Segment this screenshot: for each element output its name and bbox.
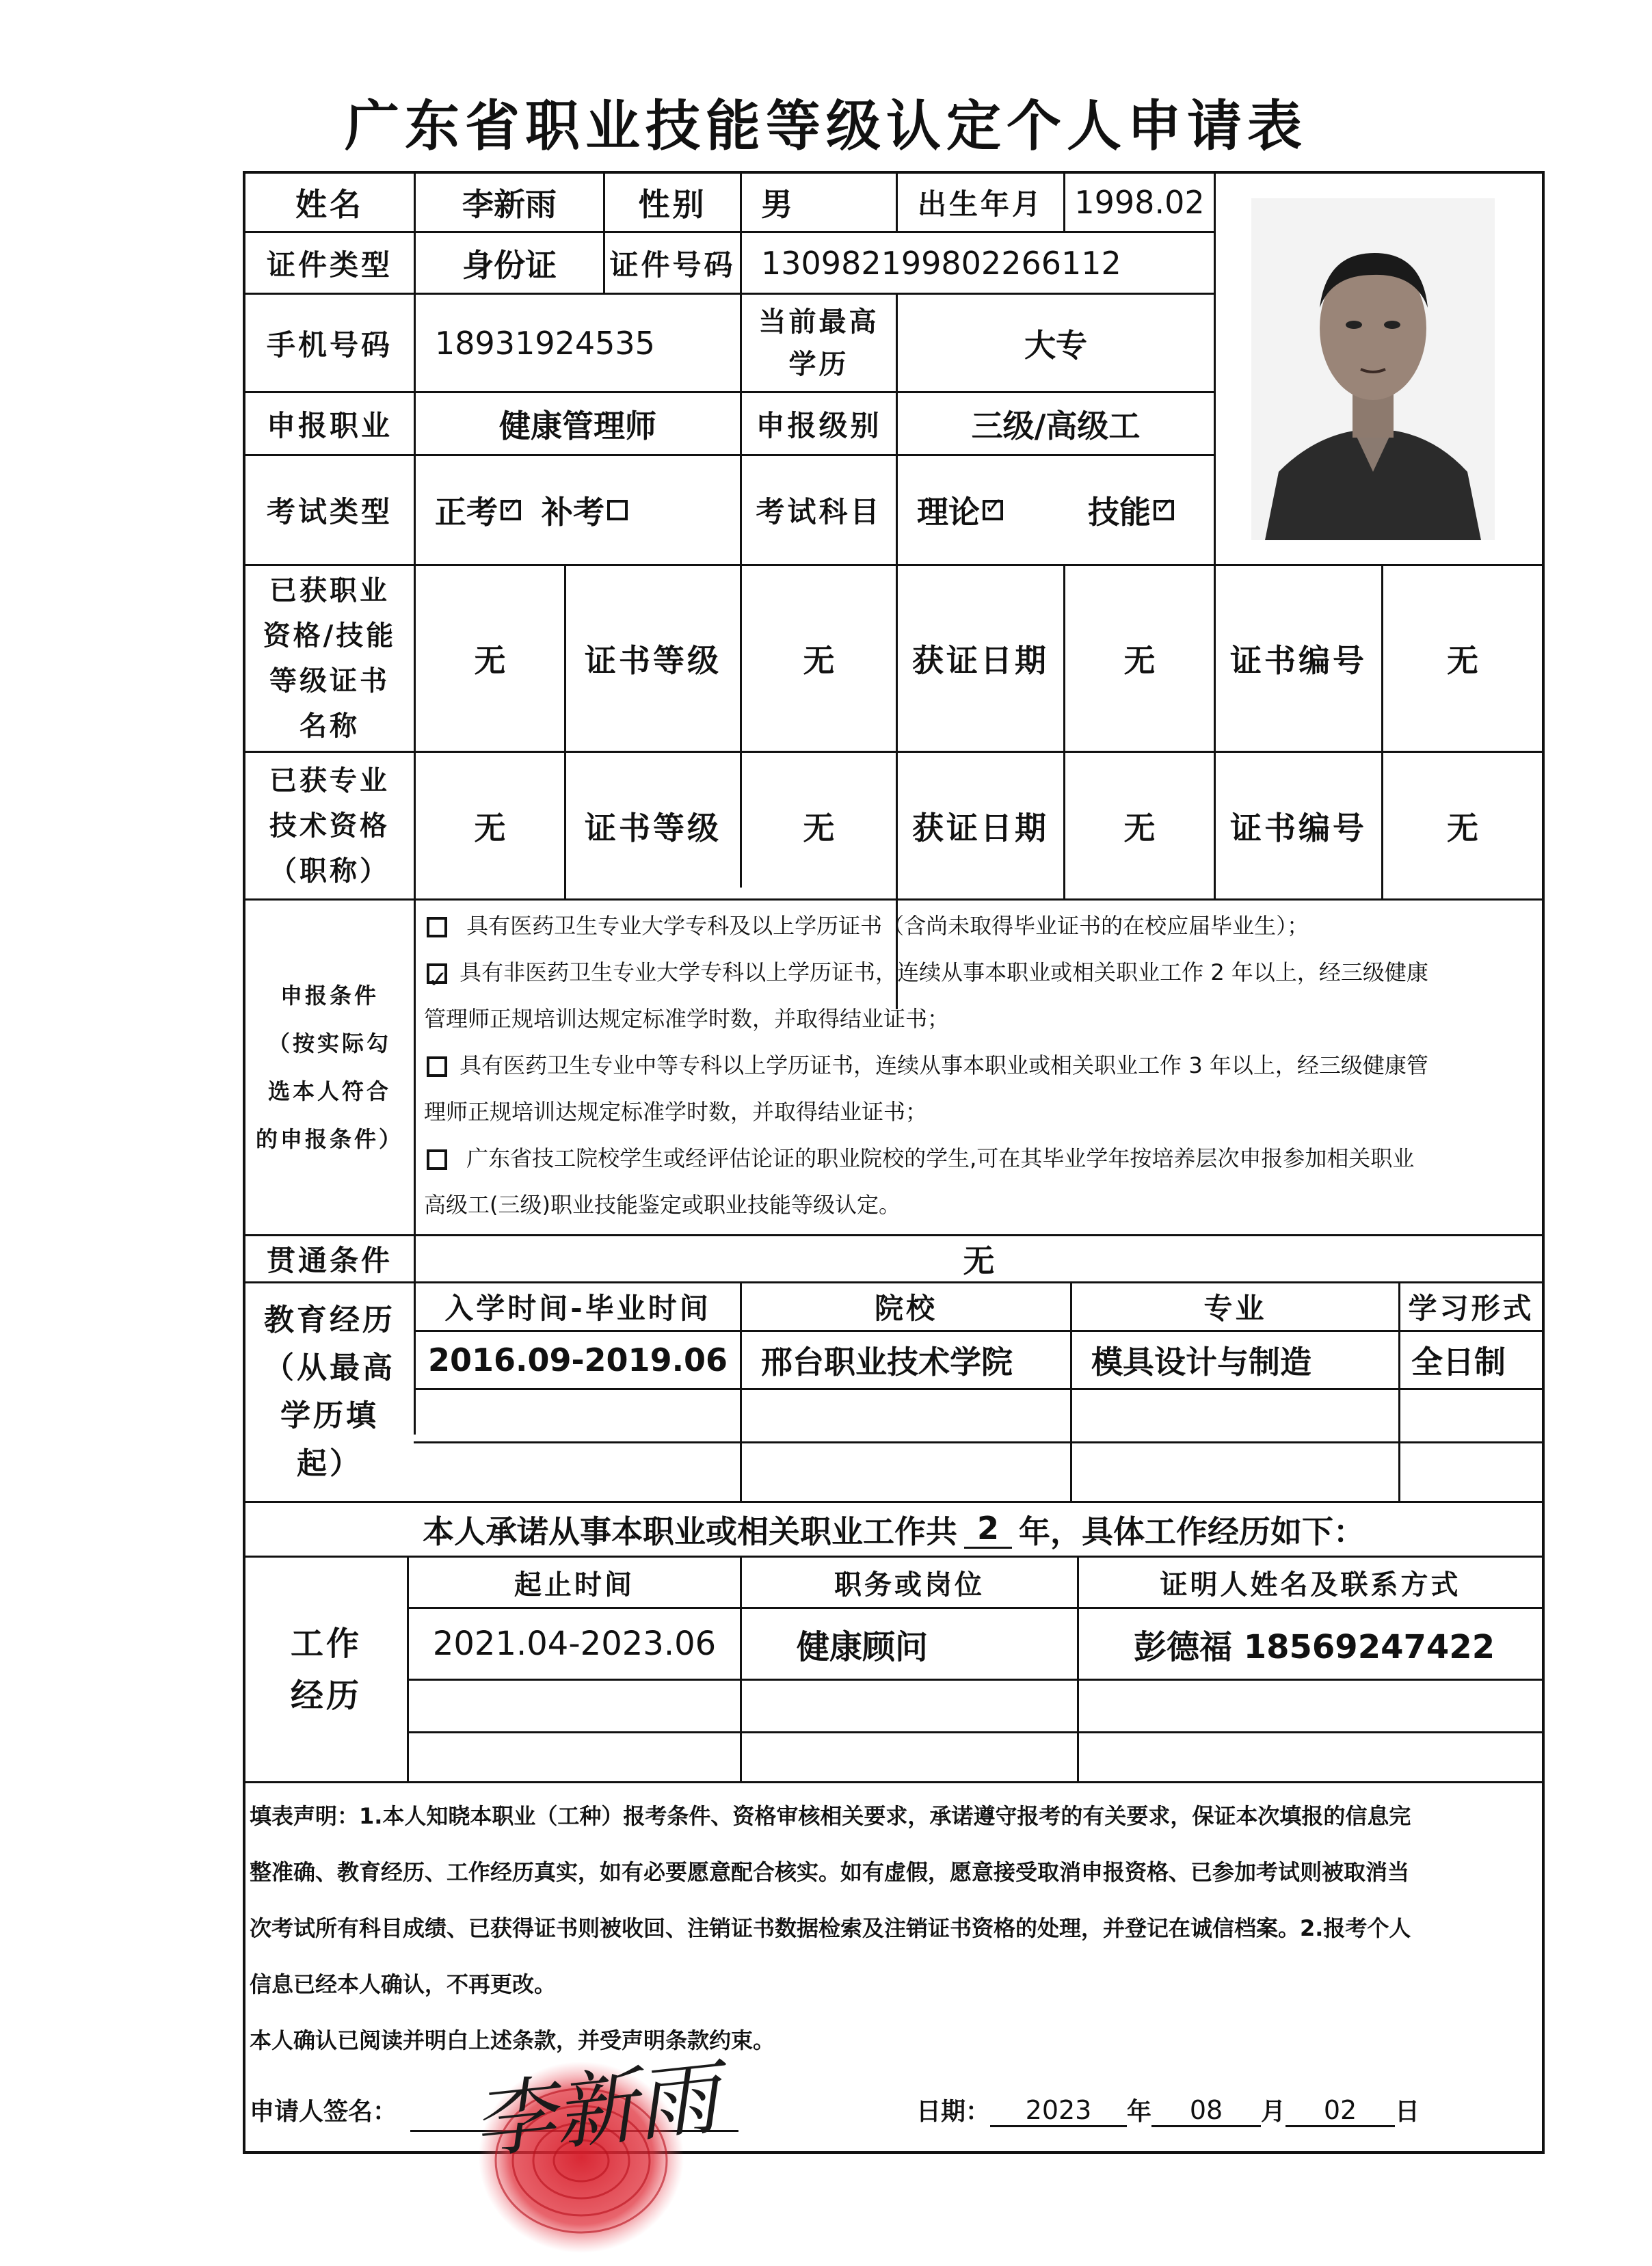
qualification-name-value: 无 [474,642,506,679]
declaration-line-4: 信息已经本人确认，不再更改。 [250,1971,557,1997]
conditions-label-line1: 申报条件 [280,983,379,1009]
commitment-years: 2 [964,1510,1012,1549]
declaration-line-2: 整准确、教育经历、工作经历真实，如有必要愿意配合核实。如有虚假，愿意接受取消申报资格、已参加考试则被取消当 [250,1859,1410,1885]
work-row-1-period: 2021.04-2023.06 [432,1625,717,1663]
form-title: 广东省职业技能等级认定个人申请表 [345,94,1307,158]
condition-2-text-line2: 管理师正规培训达规定标准学时数，并取得结业证书； [424,1006,950,1032]
work-header-period: 起止时间 [514,1569,635,1601]
occupation-label: 申报职业 [266,408,392,442]
edu-header-major: 专业 [1203,1292,1267,1325]
gender-value: 男 [761,186,792,223]
phone-value: 18931924535 [435,324,655,362]
declaration-text [250,1788,1549,2068]
condition-1-checkbox[interactable] [427,917,447,937]
condition-4-text-line1: 广东省技工院校学生或经评估论证的职业院校的学生,可在其毕业学年按培养层次申报参加相关职业 [466,1145,1415,1171]
condition-item-2 [424,949,1532,1042]
work-header-position: 职务或岗位 [834,1569,985,1601]
exam-type-regular-checkbox[interactable] [501,500,521,520]
education-value: 大专 [1024,326,1087,364]
edu-row-1-school: 邢台职业技术学院 [761,1344,1013,1381]
qualification-label-line4: 名称 [299,710,360,742]
birth-label: 出生年月 [917,187,1043,221]
qualification-date-label: 获证日期 [912,642,1049,679]
signature-handwriting: 李新雨 [468,2050,723,2171]
conditions-label [245,901,414,1234]
technical-level-label: 证书等级 [585,809,721,847]
id-number-label: 证件号码 [609,248,736,282]
work-history-label-line1: 工作 [290,1624,362,1663]
condition-item-3 [424,1042,1532,1135]
education-history-label-line3: 学历填 [280,1398,379,1433]
exam-subject-options [898,456,1214,564]
education-history-label-line1: 教育经历 [264,1303,395,1337]
exam-type-label: 考试类型 [266,495,392,529]
exam-type-makeup-checkbox[interactable] [607,500,628,520]
conditions-label-line2: （按实际勾 [267,1030,391,1056]
qualification-number-label: 证书编号 [1230,642,1367,679]
phone-label: 手机号码 [266,328,392,362]
edu-header-mode: 学习形式 [1408,1292,1534,1325]
date-label: 日期： [916,2098,991,2126]
qualification-label-line3: 等级证书 [269,665,390,697]
work-history-label-line2: 经历 [290,1676,362,1715]
name-label: 姓名 [295,186,364,223]
exam-subject-theory-label: 理论 [917,494,980,531]
education-history-label [245,1283,414,1501]
condition-3-text-line1: 具有医药卫生专业中等专科以上学历证书，连续从事本职业或相关职业工作 3 年以上，经三级健康管 [459,1052,1428,1078]
education-label [742,295,896,391]
through-label: 贯通条件 [266,1244,392,1277]
signature-label: 申请人签名： [250,2098,398,2126]
education-history-label-line4: 起） [297,1446,362,1481]
education-history-label-line2: （从最高 [264,1350,395,1385]
technical-label-line3: （职称） [269,855,390,887]
commitment-line [245,1503,1542,1556]
date-month-unit: 月 [1261,2098,1286,2126]
date-day: 02 [1285,2095,1395,2127]
gender-label: 性别 [638,186,707,223]
edu-row-1-mode: 全日制 [1411,1344,1506,1381]
education-label-line1: 当前最高 [758,306,879,338]
technical-date-label: 获证日期 [912,809,1049,847]
date-year: 2023 [990,2095,1127,2127]
declaration-confirm: 本人确认已阅读并明白上述条款，并受声明条款约束。 [250,2027,775,2053]
exam-subject-skill-checkbox[interactable] [1154,500,1174,520]
commitment-suffix: 年，具体工作经历如下： [1019,1512,1365,1550]
conditions-label-line4: 的申报条件） [255,1126,403,1152]
exam-subject-label: 考试科目 [756,495,882,529]
qualification-label [245,566,414,751]
exam-type-makeup-label: 补考 [542,494,604,531]
condition-3-checkbox[interactable] [427,1056,447,1077]
birth-value: 1998.02 [1074,184,1205,221]
edu-row-1-major: 模具设计与制造 [1091,1344,1311,1381]
level-label: 申报级别 [756,408,882,442]
commitment-prefix: 本人承诺从事本职业或相关职业工作共 [423,1512,957,1550]
date-year-unit: 年 [1127,2098,1152,2126]
exam-type-regular-label: 正考 [435,494,498,531]
name-value: 李新雨 [462,186,557,223]
qualification-level-value: 无 [803,642,835,679]
condition-3-text-line2: 理师正规培训达规定标准学时数，并取得结业证书； [424,1099,928,1125]
condition-2-text-line1: 具有非医药卫生专业大学专科以上学历证书，连续从事本职业或相关职业工作 2 年以上，经三级健康 [459,959,1428,985]
qualification-date-value: 无 [1123,642,1156,679]
date-day-unit: 日 [1395,2098,1420,2126]
declaration-line-1: 填表声明：1.本人知晓本职业（工种）报考条件、资格审核相关要求，承诺遵守报考的有关要求，保证本次填报的信息完 [250,1803,1411,1829]
qualification-number-value: 无 [1447,642,1478,679]
work-row-1-referee: 彭德福 18569247422 [1134,1627,1495,1666]
id-number-value: 130982199802266112 [761,244,1121,282]
condition-item-1 [424,903,1532,949]
edu-header-school: 院校 [874,1292,937,1325]
conditions-label-line3: 选本人符合 [267,1078,391,1104]
edu-header-period: 入学时间-毕业时间 [444,1292,711,1325]
declaration-line-3: 次考试所有科目成绩、已获得证书则被收回、注销证书数据检索及注销证书资格的处理，并登记在诚信档案。2.报考个人 [250,1915,1411,1941]
condition-4-checkbox[interactable] [427,1149,447,1170]
date-month: 08 [1151,2095,1261,2127]
exam-type-options [416,456,740,564]
technical-level-value: 无 [803,809,835,847]
exam-subject-skill-label: 技能 [1088,494,1151,531]
technical-label [245,753,414,898]
technical-number-value: 无 [1447,809,1478,847]
occupation-value: 健康管理师 [499,407,656,444]
work-header-referee: 证明人姓名及联系方式 [1160,1569,1461,1601]
work-row-1-position: 健康顾问 [797,1627,929,1666]
applicant-photo [1251,198,1495,540]
education-label-line2: 学历 [788,348,849,380]
edu-row-1-period: 2016.09-2019.06 [427,1342,728,1378]
exam-subject-theory-checkbox[interactable] [983,500,1003,520]
technical-name-value: 无 [474,809,506,847]
level-value: 三级/高级工 [971,407,1141,444]
id-type-value: 身份证 [462,246,557,284]
technical-label-line1: 已获专业 [269,764,390,797]
technical-label-line2: 技术资格 [269,810,390,842]
technical-number-label: 证书编号 [1230,809,1367,847]
technical-date-value: 无 [1123,809,1156,847]
date-field [916,2092,1420,2127]
work-history-label [245,1558,407,1781]
condition-item-4 [424,1135,1532,1228]
id-type-label: 证件类型 [266,248,392,282]
qualification-level-label: 证书等级 [585,642,721,679]
condition-1-text: 具有医药卫生专业大学专科及以上学历证书（含尚未取得毕业证书的在校应届毕业生）； [466,913,1309,939]
through-value: 无 [963,1242,995,1279]
condition-4-text-line2: 高级工(三级)职业技能鉴定或职业技能等级认定。 [424,1192,901,1218]
condition-2-checkbox[interactable] [427,963,447,984]
qualification-label-line2: 资格/技能 [263,620,397,652]
qualification-label-line1: 已获职业 [269,575,390,607]
